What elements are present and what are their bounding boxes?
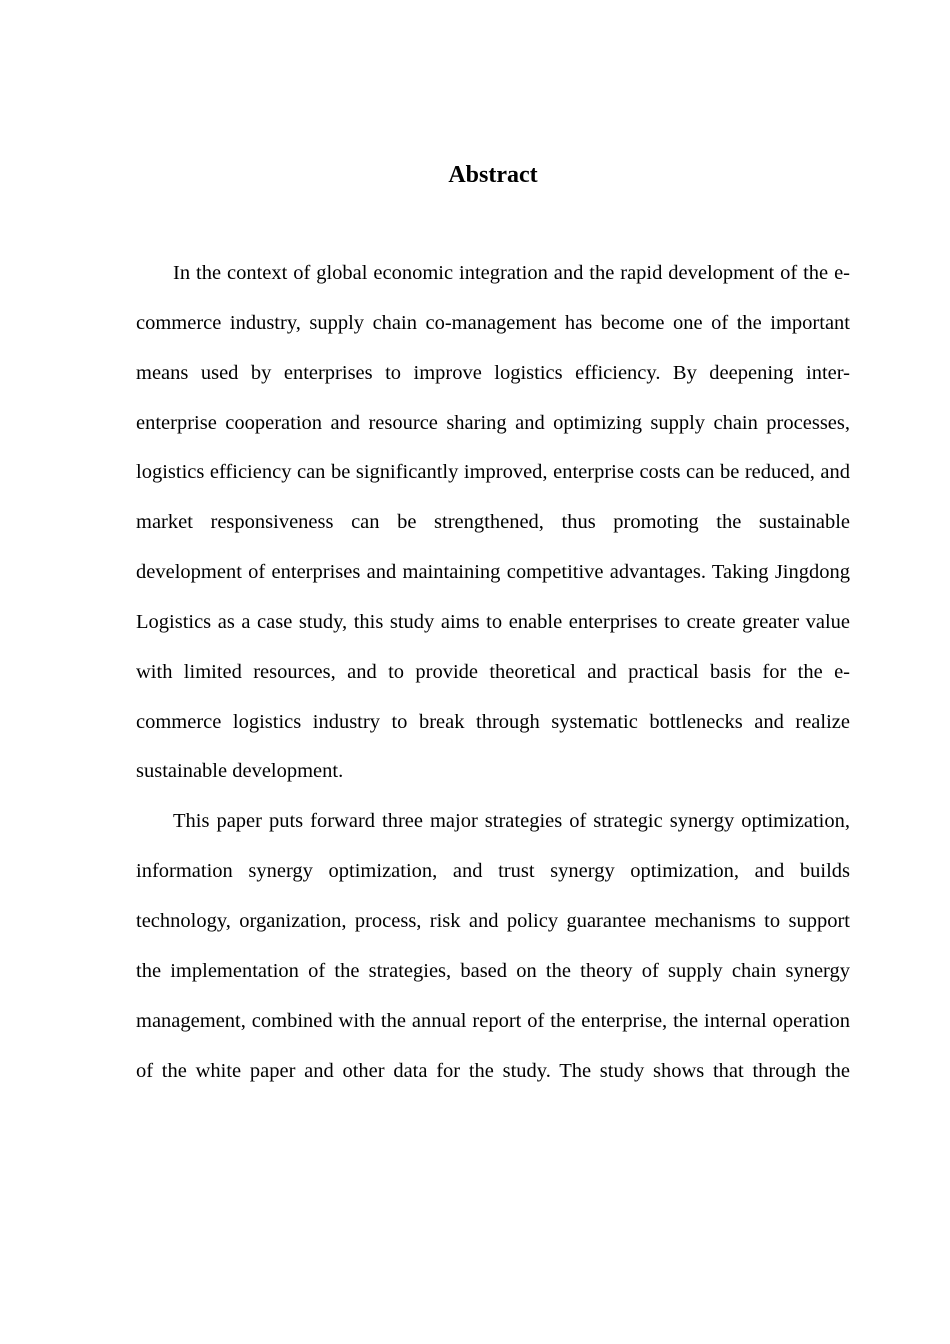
abstract-paragraph-1: In the context of global economic integration and the rapid development of the e-commerce industry, supply chain co-management has become one of the important means used by enterprises to improve logistics efficiency. By deepening inter-enterprise cooperation and resource sharing and optimizing supply chain processes, logistics efficiency can be significantly improved, enterprise costs can be reduced, and market responsiveness can be strengthened, thus promoting the sustainable development of enterprises and maintaining competitive advantages. Taking Jingdong Logistics as a case study, this study aims to enable enterprises to create greater value with limited resources, and to provide theoretical and practical basis for the e-commerce logistics industry to break through systematic bottlenecks and realize sustainable development. [136,262,850,783]
abstract-paragraph-2: This paper puts forward three major strategies of strategic synergy optimization, information synergy optimization, and trust synergy optimization, and builds technology, organization, process, risk and policy guarantee mechanisms to support the implementation of the strategies, based on the theory of supply chain synergy management, combined with the annual report of the enterprise, the internal operation of the white paper and other data for the study. The study shows that through the [136,810,850,1082]
abstract-body [136,249,850,1096]
abstract-heading: Abstract [448,162,538,188]
